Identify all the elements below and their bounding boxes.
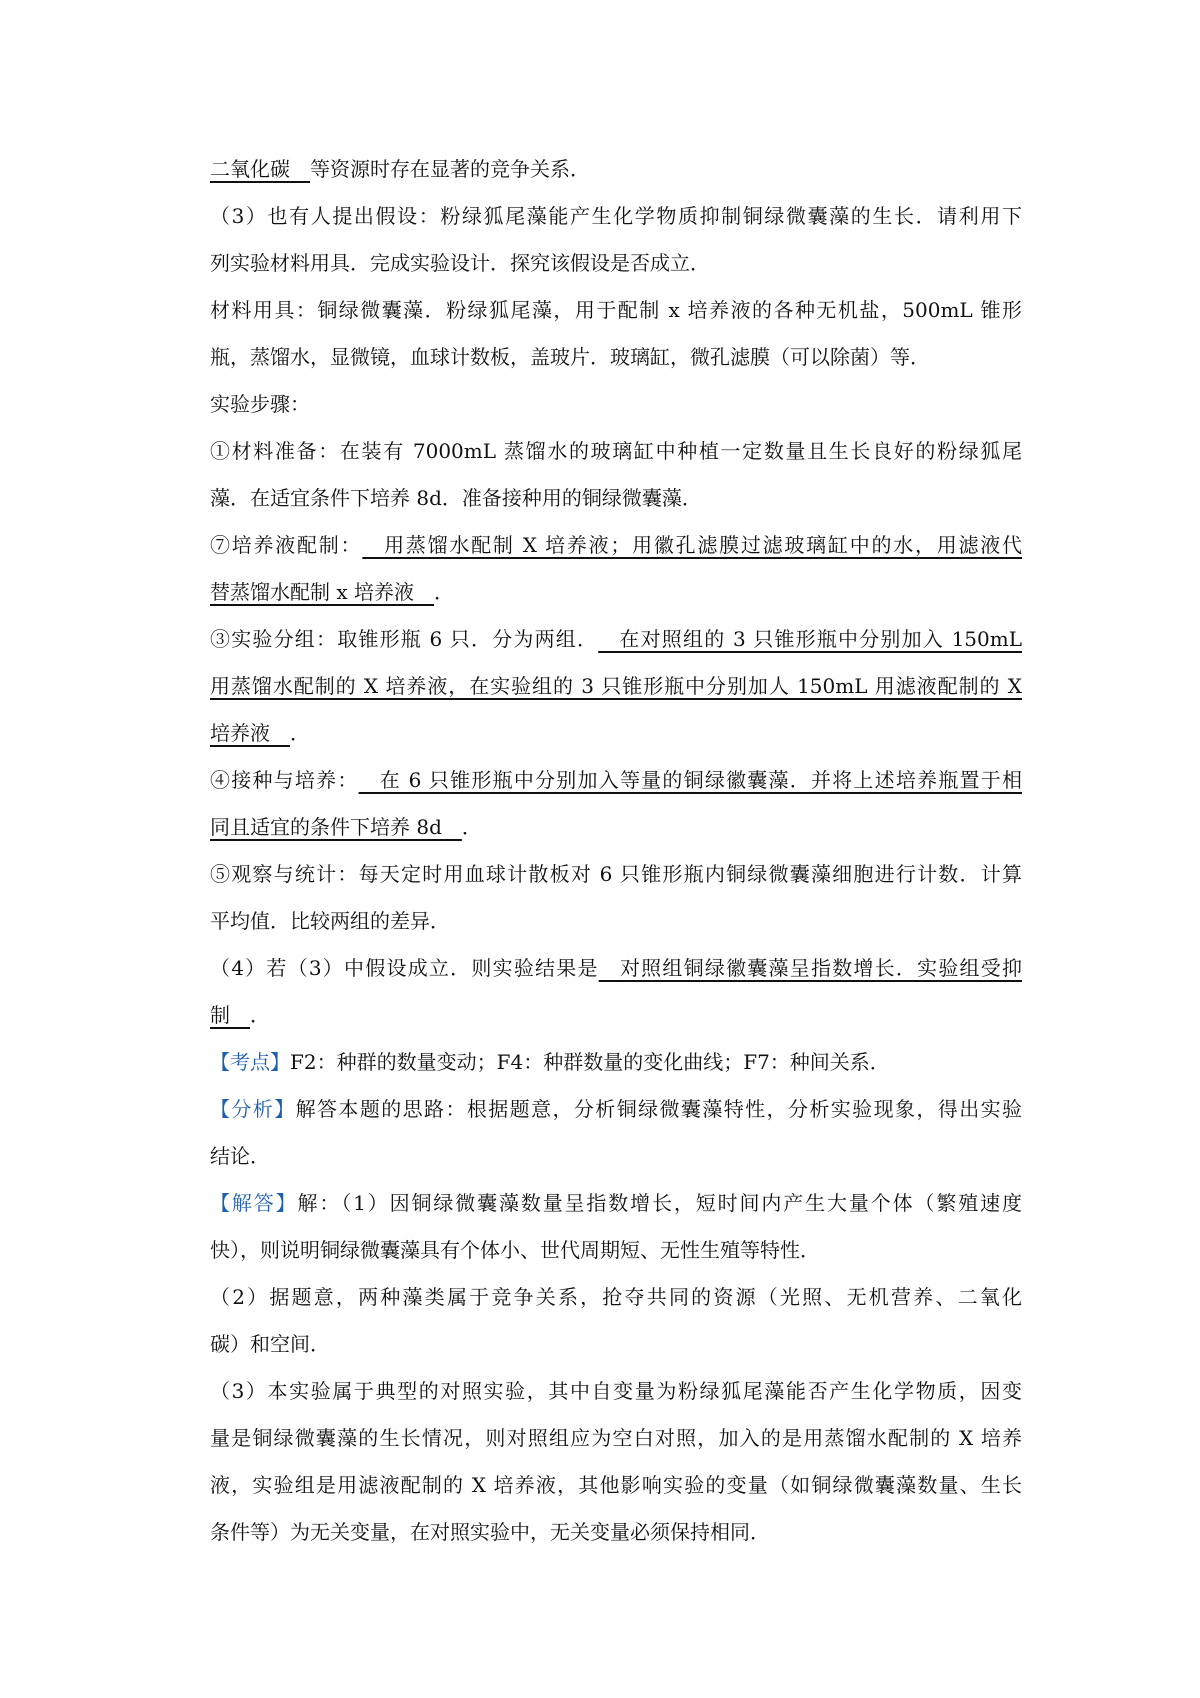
text-segment: 快），则说明铜绿微囊藻具有个体小、世代周期短、无性生殖等特性． [210, 1238, 820, 1262]
text-segment: 平均值．比较两组的差异． [210, 909, 450, 933]
text-line [210, 757, 1022, 804]
text-line [210, 1227, 1022, 1274]
text-segment: ①材料准备：在装有 7000mL 蒸馏水的玻璃缸中种植一定数量且生长良好的粉绿狐尾 [210, 439, 1022, 463]
text-segment: 藻．在适宜条件下培养 8d．准备接种用的铜绿微囊藻． [210, 486, 702, 510]
answer-blank: 对照组铜绿徽囊藻呈指数增长．实验组受抑 [598, 956, 1023, 980]
text-segment: ． [250, 1003, 270, 1027]
text-line [210, 710, 1022, 757]
text-line [210, 334, 1022, 381]
text-line [210, 1133, 1022, 1180]
answer-blank: 用蒸馏水配制的 X 培养液，在实验组的 3 只锥形瓶中分别加人 150mL 用滤液配制的 X [210, 674, 1022, 698]
text-segment: 量是铜绿微囊藻的生长情况，则对照组应为空白对照，加入的是用蒸馏水配制的 X 培养 [210, 1426, 1022, 1450]
text-line [210, 1274, 1022, 1321]
text-segment: 实验步骤： [210, 392, 310, 416]
answer-blank: 培养液 [210, 721, 290, 745]
text-line [210, 898, 1022, 945]
text-segment: ③实验分组：取锥形瓶 6 只．分为两组． [210, 627, 599, 651]
text-line [210, 193, 1022, 240]
text-segment: ． [434, 580, 454, 604]
text-segment: ⑦培养液配制： [210, 533, 363, 557]
text-line [210, 1180, 1022, 1227]
text-line [210, 475, 1022, 522]
text-line [210, 287, 1022, 334]
answer-blank: 同且适宜的条件下培养 8d [210, 815, 462, 839]
answer-blank: 用蒸馏水配制 X 培养液；用徽孔滤膜过滤玻璃缸中的水，用滤液代 [362, 533, 1023, 557]
text-line [210, 851, 1022, 898]
text-segment: （4）若（3）中假设成立．则实验结果是 [210, 956, 599, 980]
text-line [210, 1039, 1022, 1086]
text-line [210, 381, 1022, 428]
text-line [210, 428, 1022, 475]
text-segment: 碳）和空间． [210, 1332, 330, 1356]
text-segment: ． [290, 721, 310, 745]
document-body [210, 146, 1022, 1556]
text-segment: 结论． [210, 1144, 270, 1168]
text-segment: F2：种群的数量变动；F4：种群数量的变化曲线；F7：种间关系． [290, 1050, 890, 1074]
text-line [210, 992, 1022, 1039]
text-segment: 解：（1）因铜绿微囊藻数量呈指数增长，短时间内产生大量个体（繁殖速度 [297, 1191, 1023, 1215]
text-segment: 材料用具：铜绿微囊藻．粉绿狐尾藻，用于配制 x 培养液的各种无机盐，500mL 锥形 [210, 298, 1022, 322]
text-line [210, 240, 1022, 287]
text-line [210, 1462, 1022, 1509]
text-line [210, 1509, 1022, 1556]
section-label: 【分析】 [210, 1097, 296, 1121]
answer-blank: 在对照组的 3 只锥形瓶中分别加入 150mL [598, 627, 1022, 651]
text-segment: ⑤观察与统计：每天定时用血球计散板对 6 只锥形瓶内铜绿微囊藻细胞进行计数．计算 [210, 862, 1022, 886]
text-line [210, 663, 1022, 710]
text-line [210, 1415, 1022, 1462]
text-line [210, 1086, 1022, 1133]
section-label: 【解答】 [210, 1191, 298, 1215]
text-segment: 列实验材料用具．完成实验设计．探究该假设是否成立． [210, 251, 710, 275]
text-segment: （2）据题意，两种藻类属于竞争关系，抢夺共同的资源（光照、无机营养、二氧化 [210, 1285, 1022, 1309]
text-segment: 等资源时存在显著的竞争关系． [310, 157, 590, 181]
text-line [210, 804, 1022, 851]
text-line [210, 569, 1022, 616]
text-segment: 瓶，蒸馏水，显微镜，血球计数板，盖玻片．玻璃缸，微孔滤膜（可以除菌）等． [210, 345, 930, 369]
text-line [210, 616, 1022, 663]
text-segment: ． [461, 815, 482, 839]
text-segment: ④接种与培养： [210, 768, 359, 792]
text-line [210, 522, 1022, 569]
text-segment: （3）本实验属于典型的对照实验，其中自变量为粉绿狐尾藻能否产生化学物质，因变 [210, 1379, 1022, 1403]
answer-blank: 替蒸馏水配制 x 培养液 [210, 580, 434, 604]
text-segment: （3）也有人提出假设：粉绿狐尾藻能产生化学物质抑制铜绿微囊藻的生长．请利用下 [210, 204, 1022, 228]
answer-blank: 在 6 只锥形瓶中分别加入等量的铜绿徽囊藻．并将上述培养瓶置于相 [358, 768, 1022, 792]
answer-blank: 二氧化碳 [210, 157, 310, 181]
text-line [210, 1321, 1022, 1368]
text-segment: 解答本题的思路：根据题意，分析铜绿微囊藻特性，分析实验现象，得出实验 [295, 1097, 1023, 1121]
text-line [210, 945, 1022, 992]
text-line [210, 146, 1022, 193]
answer-blank: 制 [210, 1003, 250, 1027]
text-segment: 液，实验组是用滤液配制的 X 培养液，其他影响实验的变量（如铜绿微囊藻数量、生长 [210, 1473, 1022, 1497]
text-segment: 条件等）为无关变量，在对照实验中，无关变量必须保持相同． [210, 1520, 770, 1544]
section-label: 【考点】 [210, 1050, 290, 1074]
text-line [210, 1368, 1022, 1415]
